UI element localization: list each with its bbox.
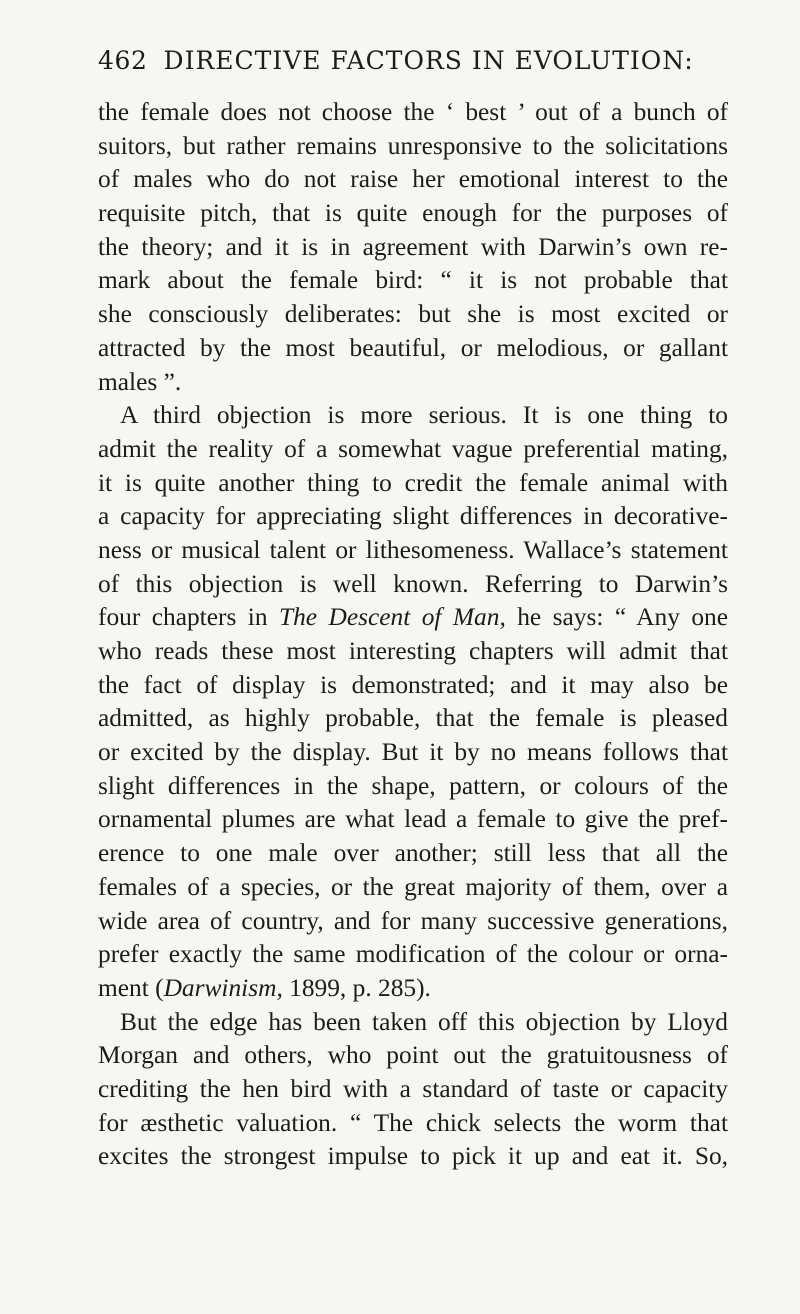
text-line: crediting the hen bird with a standard of taste or capacity — [98, 1074, 728, 1103]
text-line: ornamental plumes are what lead a female to give the pref- — [98, 805, 728, 834]
text-segment: four chapters in — [98, 603, 279, 632]
page-number: 462 — [98, 46, 148, 75]
text-line: prefer exactly the same modification of the colour or orna- — [98, 940, 728, 969]
text-line: Morgan and others, who point out the gratuitousness of — [98, 1041, 728, 1070]
text-line: she consciously deliberates: but she is most excited or — [98, 300, 728, 329]
text-line: requisite pitch, that is quite enough for the purposes of — [98, 199, 728, 228]
text-line: A third objection is more serious. It is one thing to — [120, 401, 728, 430]
text-line: males ”. — [98, 367, 182, 396]
text-line: erence to one male over another; still less that all the — [98, 839, 728, 868]
text-line: for æsthetic valuation. “ The chick selects the worm that — [98, 1108, 728, 1137]
text-line: mark about the female bird: “ it is not probable that — [98, 266, 728, 295]
text-line: or excited by the display. But it by no means follows that — [98, 738, 728, 767]
text-line: the female does not choose the ‘ best ’ out of a bunch of — [98, 98, 728, 126]
body-text — [98, 96, 728, 1174]
text-line: But the edge has been taken off this objection by Lloyd — [120, 1007, 728, 1036]
text-line: suitors, but rather remains unresponsive to the solicitations — [98, 131, 728, 160]
text-line: of males who do not raise her emotional interest to the — [98, 165, 728, 194]
text-segment: he says: “ Any one — [505, 603, 728, 632]
italic-title: The Descent of Man, — [278, 603, 506, 632]
text-line: it is quite another thing to credit the female animal with — [98, 468, 728, 497]
text-line: the fact of display is demonstrated; and it may also be — [98, 670, 728, 699]
text-line: wide area of country, and for many successive generations, — [98, 906, 728, 935]
text-line: ness or musical talent or lithesomeness. Wallace’s statement — [98, 535, 728, 564]
text-line: admitted, as highly probable, that the female is pleased — [98, 704, 728, 733]
text-line: of this objection is well known. Referring to Darwin’s — [98, 569, 728, 598]
text-line: excites the strongest impulse to pick it up and eat it. So, — [98, 1142, 728, 1171]
text-line: who reads these most interesting chapters will admit that — [98, 637, 728, 665]
text-segment: ment ( — [98, 973, 164, 1002]
italic-title: Darwinism, — [163, 973, 283, 1002]
text-line: attracted by the most beautiful, or melodious, or gallant — [98, 333, 728, 362]
text-segment: 1899, p. 285). — [282, 973, 431, 1002]
text-line — [98, 601, 728, 635]
text-line: a capacity for appreciating slight differences in decorative- — [98, 502, 728, 531]
text-line: admit the reality of a somewhat vague preferential mating, — [98, 434, 728, 463]
book-page — [98, 46, 728, 1174]
text-line — [98, 972, 728, 1006]
page-header — [98, 46, 728, 86]
text-line: slight differences in the shape, pattern, or colours of the — [98, 771, 728, 800]
running-head: DIRECTIVE FACTORS IN EVOLUTION: — [163, 46, 694, 75]
text-line: the theory; and it is in agreement with Darwin’s own re- — [98, 232, 728, 261]
text-line: females of a species, or the great majority of them, over a — [98, 872, 728, 901]
